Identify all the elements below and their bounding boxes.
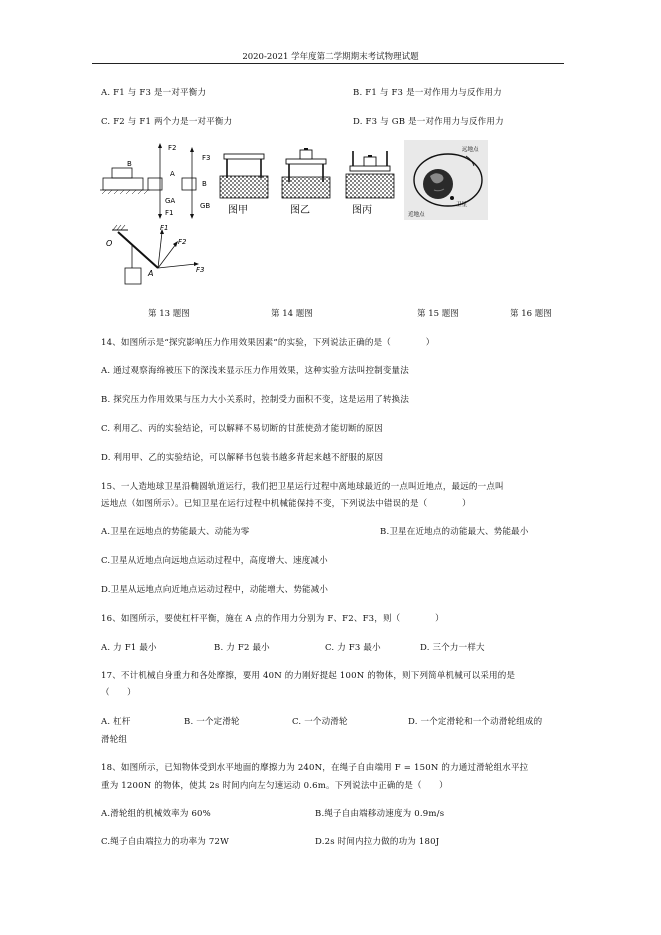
fig13-label-a: A [170, 170, 175, 178]
q13-option-c: C. F2 与 F1 两个力是一对平衡力 [101, 117, 233, 127]
q13-option-b: B. F1 与 F3 是一对作用力与反作用力 [353, 88, 502, 98]
q18-option-b: B.绳子自由端移动速度为 0.9m/s [315, 809, 445, 819]
header-rule [92, 63, 564, 64]
fig13-label-f3: F3 [202, 154, 211, 162]
q13-option-d: D. F3 与 GB 是一对作用力与反作用力 [353, 117, 504, 127]
fig15-label-sat: 卫星 [456, 202, 468, 208]
caption-fig-14: 第 14 题图 [271, 309, 313, 319]
page-header: 2020-2021 学年度第二学期期末考试物理试题 [242, 52, 419, 62]
fig13-label-gb: GB [200, 202, 211, 210]
q15-option-c: C.卫星从近地点向远地点运动过程中，高度增大、速度减小 [101, 556, 328, 566]
fig16-label-f2: F2 [178, 238, 187, 246]
q17-stem-line1: 17、不计机械自身重力和各处摩擦，要用 40N 的力刚好提起 100N 的物体，则下列简单机械可以采用的是 [101, 671, 516, 681]
q16-option-a: A. 力 F1 最小 [101, 643, 157, 653]
fig14-label-jia: 图甲 [228, 205, 248, 216]
q16-option-b: B. 力 F2 最小 [214, 643, 270, 653]
figure-15 [404, 140, 488, 220]
q18-option-a: A.滑轮组的机械效率为 60% [101, 809, 211, 819]
caption-fig-13: 第 13 题图 [148, 309, 190, 319]
q16-option-d: D. 三个力一样大 [420, 643, 485, 653]
q14-option-d: D. 利用甲、乙的实验结论，可以解释书包装书越多背起来越不舒服的原因 [101, 453, 384, 463]
q18-option-d: D.2s 时间内拉力做的功为 180J [315, 837, 440, 847]
q17-option-d: D. 一个定滑轮和一个动滑轮组成的 [408, 717, 543, 727]
q15-option-b: B.卫星在近地点的动能最大、势能最小 [380, 527, 529, 537]
q15-stem-line2: 远地点（如图所示）。已知卫星在运行过程中机械能保持不变，下列说法中错误的是（ ） [101, 499, 471, 509]
q17-option-d-cont: 滑轮组 [101, 735, 128, 745]
q14-option-b: B. 探究压力作用效果与压力大小关系时，控制受力面积不变，这是运用了转换法 [101, 395, 410, 405]
fig16-label-f1: F1 [160, 224, 169, 232]
q17-option-c: C. 一个动滑轮 [292, 717, 348, 727]
q18-stem-line2: 重为 1200N 的物体，使其 2s 时间内向左匀速运动 0.6m。下列说法中正确的是（ ） [101, 781, 448, 791]
q18-option-c: C.绳子自由端拉力的功率为 72W [101, 837, 230, 847]
q14-stem: 14、如图所示是“探究影响压力作用效果因素”的实验，下列说法正确的是（ ） [101, 338, 435, 348]
q17-stem-line2: （ ） [101, 688, 136, 698]
figure-16 [100, 222, 210, 294]
fig14-label-bing: 图丙 [352, 205, 372, 216]
figure-14 [218, 148, 400, 220]
fig16-label-a: A [148, 269, 154, 278]
q14-option-a: A. 通过观察海绵被压下的深浅来显示压力作用效果，这种实验方法叫控制变量法 [101, 366, 409, 376]
q13-option-a: A. F1 与 F3 是一对平衡力 [101, 88, 207, 98]
caption-fig-16: 第 16 题图 [510, 309, 552, 319]
q15-option-a: A.卫星在远地点的势能最大、动能为零 [101, 527, 250, 537]
q14-option-c: C. 利用乙、丙的实验结论，可以解释不易切断的甘蔗使劲才能切断的原因 [101, 424, 383, 434]
fig16-label-o: O [106, 239, 113, 248]
q16-option-c: C. 力 F3 最小 [325, 643, 381, 653]
q16-stem: 16、如图所示，要使杠杆平衡，施在 A 点的作用力分别为 F、F2、F3，则（ ） [101, 614, 444, 624]
fig13-label-f1: F1 [165, 209, 174, 217]
fig16-label-f3: F3 [196, 266, 205, 274]
fig13-label-ga: GA [165, 197, 176, 205]
figure-13 [100, 140, 218, 220]
fig15-label-near: 近地点 [408, 212, 425, 218]
caption-fig-15: 第 15 题图 [417, 309, 459, 319]
q17-option-b: B. 一个定滑轮 [184, 717, 240, 727]
fig13-label-b: B [127, 160, 132, 168]
fig13-label-f2: F2 [168, 144, 177, 152]
q18-stem-line1: 18、如图所示，已知物体受到水平地面的摩擦力为 240N，在绳子自由端用 F = 150N 的力通过滑轮组水平拉 [101, 763, 529, 773]
q15-stem-line1: 15、一人造地球卫星沿椭圆轨道运行，我们把卫星运行过程中离地球最近的一点叫近地点，最远的一点叫 [101, 482, 504, 492]
fig15-label-far: 远地点 [462, 147, 479, 153]
fig13-label-b2: B [202, 180, 207, 188]
q17-option-a: A. 杠杆 [101, 717, 131, 727]
q15-option-d: D.卫星从远地点向近地点运动过程中，动能增大、势能减小 [101, 585, 329, 595]
fig14-label-yi: 图乙 [290, 205, 310, 216]
